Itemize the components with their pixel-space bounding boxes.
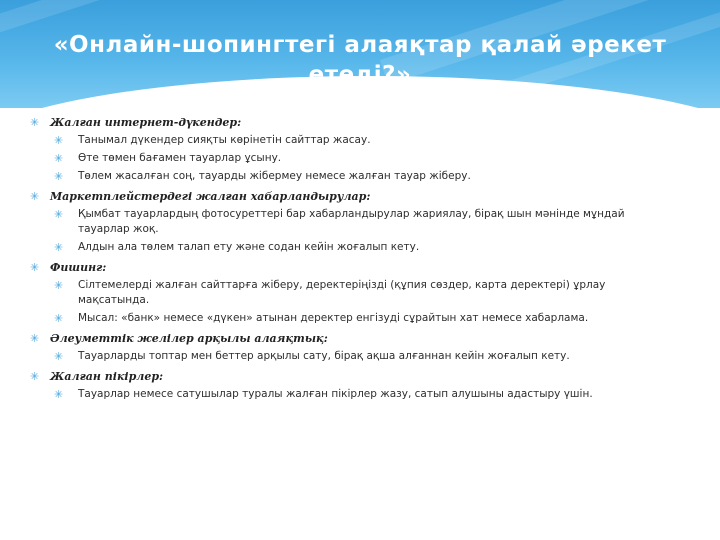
asterisk-bullet-icon: ✳ [54,350,64,363]
asterisk-bullet-icon: ✳ [54,134,64,147]
section-heading-text: Фишинг: [50,261,107,274]
asterisk-bullet-icon: ✳ [54,312,64,325]
list-item-text: Алдын ала төлем талап ету және содан кейін жоғалып кету. [78,241,420,253]
section-heading-text: Маркетплейстердегі жалған хабарландырулар: [50,190,371,203]
asterisk-bullet-icon: ✳ [30,261,40,274]
list-item [30,349,660,364]
list-item-text: Мысал: «банк» немесе «дүкен» атынан деректер енгізуді сұрайтын хат немесе хабарлама. [78,312,589,324]
slide-title: «Онлайн-шопингтегі алаяқтар қалай әрекет етеді?» [53,32,667,88]
section-heading-marketplace-ads [30,189,660,204]
section-heading-text: Жалған интернет-дүкендер: [50,116,242,129]
asterisk-bullet-icon: ✳ [30,370,40,383]
list-item [30,151,660,166]
list-item [30,311,660,326]
section-heading-text: Жалған пікірлер: [50,370,164,383]
section-heading-fake-stores [30,115,660,130]
list-item-text: Өте төмен бағамен тауарлар ұсыну. [78,152,282,164]
list-item-text: Қымбат тауарлардың фотосуреттері бар хабарландырулар жариялау, бірақ шын мәнінде мұндай тауарлар жоқ. [78,208,625,235]
list-item [30,240,660,255]
section-heading-social-media [30,331,660,346]
asterisk-bullet-icon: ✳ [54,208,64,221]
list-item [30,278,660,308]
list-item-text: Тауарларды топтар мен беттер арқылы сату, бірақ ақша алғаннан кейін жоғалып кету. [78,350,570,362]
list-item [30,169,660,184]
list-item [30,133,660,148]
list-item-text: Төлем жасалған соң, тауарды жібермеу немесе жалған тауар жіберу. [78,170,471,182]
asterisk-bullet-icon: ✳ [54,152,64,165]
asterisk-bullet-icon: ✳ [54,279,64,292]
asterisk-bullet-icon: ✳ [54,388,64,401]
asterisk-bullet-icon: ✳ [30,116,40,129]
asterisk-bullet-icon: ✳ [54,241,64,254]
list-item [30,387,660,402]
list-item-text: Тауарлар немесе сатушылар туралы жалған пікірлер жазу, сатып алушыны адастыру үшін. [78,388,593,400]
section-heading-fake-reviews [30,369,660,384]
list-item-text: Сілтемелерді жалған сайттарға жіберу, деректеріңізді (құпия сөздер, карта деректері) ұрлау мақсатында. [78,279,606,306]
asterisk-bullet-icon: ✳ [30,332,40,345]
asterisk-bullet-icon: ✳ [30,190,40,203]
list-item-text: Танымал дүкендер сияқты көрінетін сайттар жасау. [78,134,371,146]
section-heading-text: Әлеуметтік желілер арқылы алаяқтық: [50,332,328,345]
list-item [30,207,660,237]
slide-content [30,110,660,402]
section-heading-phishing [30,260,660,275]
asterisk-bullet-icon: ✳ [54,170,64,183]
